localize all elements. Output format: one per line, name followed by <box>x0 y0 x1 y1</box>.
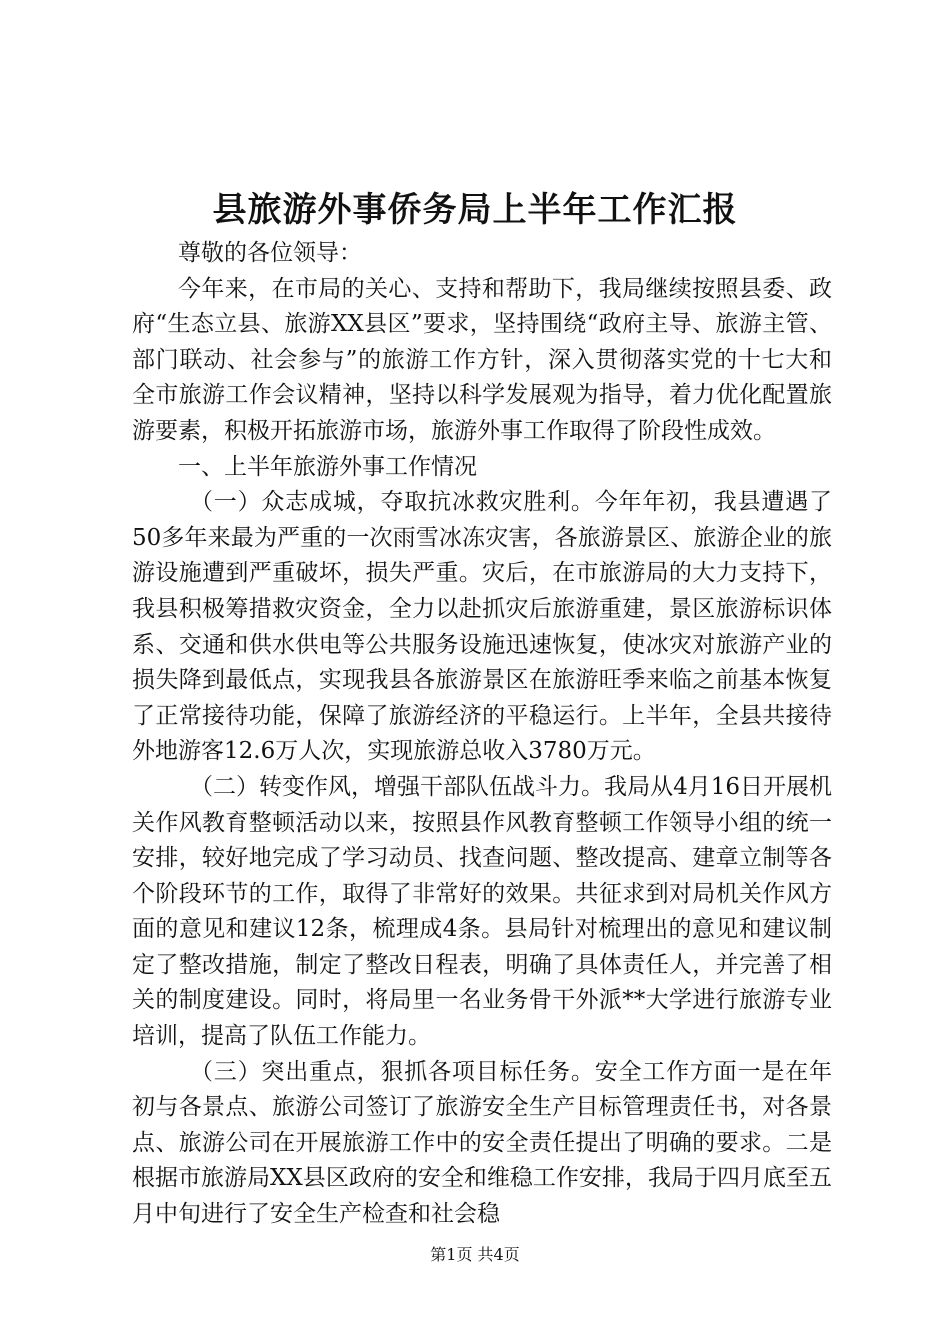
paragraph-item-1: （一）众志成城，夺取抗冰救灾胜利。今年年初，我县遭遇了50多年来最为严重的一次雨雪冰冻灾害，各旅游景区、旅游企业的旅游设施遭到严重破坏，损失严重。灾后，在市旅游局的大力支持下，我县积极筹措救灾资金，全力以赴抓灾后旅游重建，景区旅游标识体系、交通和供水供电等公共服务设施迅速恢复，使冰灾对旅游产业的损失降到最低点，实现我县各旅游景区在旅游旺季来临之前基本恢复了正常接待功能，保障了旅游经济的平稳运行。上半年，全县共接待外地游客12.6万人次，实现旅游总收入3780万元。 <box>132 489 832 765</box>
section-heading: 一、上半年旅游外事工作情况 <box>178 453 477 480</box>
document-title: 县旅游外事侨务局上半年工作汇报 <box>212 190 738 230</box>
intro-paragraph: 今年来，在市局的关心、支持和帮助下，我局继续按照县委、政府“生态立县、旅游XX县区”要求，坚持围绕“政府主导、旅游主管、部门联动、社会参与”的旅游工作方针，深入贯彻落实党的十七大和全市旅游工作会议精神，坚持以科学发展观为指导，着力优化配置旅游要素，积极开拓旅游市场，旅游外事工作取得了阶段性成效。 <box>132 275 832 444</box>
page-footer: 第1页 共4页 <box>430 1245 520 1264</box>
paragraph-item-2: （二）转变作风，增强干部队伍战斗力。我局从4月16日开展机关作风教育整顿活动以来，按照县作风教育整顿工作领导小组的统一安排，较好地完成了学习动员、找查问题、整改提高、建章立制等各个阶段环节的工作，取得了非常好的效果。共征求到对局机关作风方面的意见和建议12条，梳理成4条。县局针对梳理出的意见和建议制定了整改措施，制定了整改日程表，明确了具体责任人，并完善了相关的制度建设。同时，将局里一名业务骨干外派**大学进行旅游专业培训，提高了队伍工作能力。 <box>132 773 832 1050</box>
document-body <box>132 236 832 1233</box>
paragraph-item-3: （三）突出重点，狠抓各项目标任务。安全工作方面一是在年初与各景点、旅游公司签订了旅游安全生产目标管理责任书，对各景点、旅游公司在开展旅游工作中的安全责任提出了明确的要求。二是根据市旅游局XX县区政府的安全和维稳工作安排，我局于四月底至五月中旬进行了安全生产检查和社会稳 <box>132 1058 832 1228</box>
salutation: 尊敬的各位领导： <box>178 240 362 266</box>
